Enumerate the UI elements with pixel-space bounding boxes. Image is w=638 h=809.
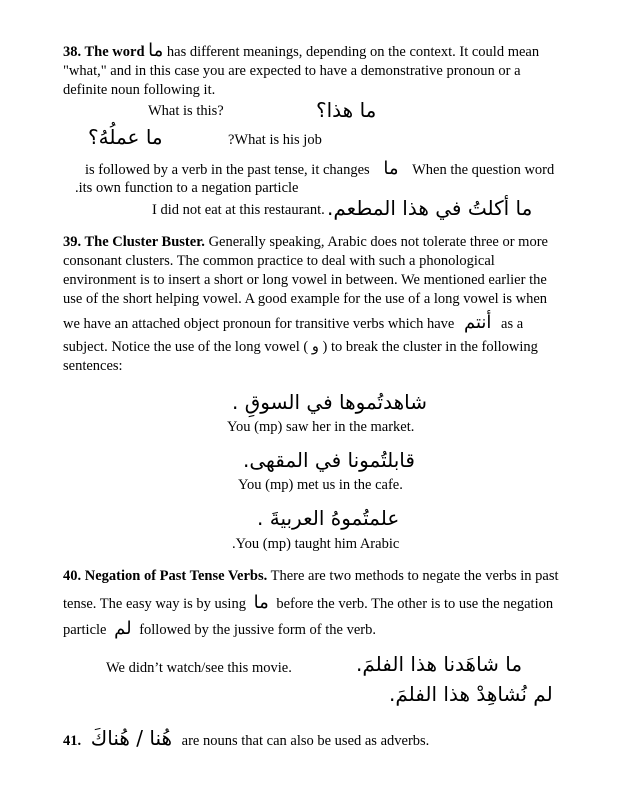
negation-text: When the question word	[412, 162, 555, 178]
section-38-negation-line1	[85, 160, 554, 178]
example-arabic: قابلتُمونا في المقهى.	[243, 448, 415, 472]
section-40-text: before the verb. The other is to use the negation	[276, 596, 554, 612]
arabic-word-lam: لم	[114, 618, 132, 639]
section-40-line1	[63, 569, 559, 584]
section-39-line3: environment is to insert a short or long vowel in between. We mentioned earlier the	[63, 272, 547, 288]
arabic-word-antum: أنتم	[463, 312, 492, 333]
section-39-text: we have an attached object pronoun for transitive verbs which have	[63, 316, 455, 332]
section-38-line1	[63, 42, 539, 60]
example-english: You (mp) met us in the cafe.	[238, 477, 403, 493]
section-41-text: are nouns that can also be used as adverbs.	[181, 733, 430, 749]
section-40-text: followed by the jussive form of the verb.	[139, 622, 376, 638]
arabic-word-ma: ما	[148, 40, 164, 61]
example-english: You (mp) saw her in the market.	[227, 419, 415, 435]
section-40-text: tense. The easy way is by using	[63, 596, 246, 612]
section-39-line5	[63, 314, 523, 332]
section-40-text: particle	[63, 622, 107, 638]
section-39-text: as a	[501, 316, 524, 332]
example-english: .You (mp) taught him Arabic	[232, 536, 400, 552]
section-39-line4: use of the short helping vowel. A good example for the use of a long vowel is when	[63, 291, 548, 307]
example-english: ?What is his job	[228, 132, 322, 148]
section-39-line7: sentences:	[63, 358, 123, 374]
section-38-title: 38. The word	[63, 44, 145, 60]
section-41-number: 41.	[63, 733, 82, 749]
arabic-word-ma: ما	[383, 158, 399, 179]
section-39-line1	[63, 235, 548, 250]
example-arabic: علمتُموهُ العربيةَ .	[257, 506, 400, 530]
section-40-line2	[63, 594, 553, 612]
section-40-line3	[63, 620, 376, 638]
negation-text: is followed by a verb in the past tense, it changes	[85, 162, 370, 178]
section-39-text: Generally speaking, Arabic does not tolerate three or more	[208, 234, 548, 250]
example-english: What is this?	[148, 103, 224, 119]
arabic-word-ma: ما	[253, 592, 269, 613]
example-english: We didn’t watch/see this movie.	[106, 660, 292, 676]
section-39-line6: subject. Notice the use of the long vowel ( و ) to break the cluster in the following	[63, 339, 538, 355]
section-38-line2: "what," and in this case you are expected to have a demonstrative pronoun or a	[63, 63, 521, 79]
example-arabic: شاهدتُموها في السوقِ .	[232, 390, 427, 414]
section-39-line2: consonant clusters. The common practice to deal with such a phonological	[63, 253, 495, 269]
example-arabic: لم نُشاهِدْ هذا الفلمَ.	[389, 682, 553, 706]
section-38-line3: definite noun following it.	[63, 82, 216, 98]
section-38-text: has different meanings, depending on the context. It could mean	[166, 44, 540, 60]
section-40-text: There are two methods to negate the verbs in past	[270, 568, 559, 584]
example-arabic: ما أكلتُ في هذا المطعم.	[327, 196, 533, 220]
section-40-title: 40. Negation of Past Tense Verbs.	[63, 568, 268, 584]
section-38-negation-line2: .its own function to a negation particle	[75, 180, 299, 196]
example-english: I did not eat at this restaurant.	[152, 202, 325, 218]
example-arabic: ما شاهَدنا هذا الفلمَ.	[356, 652, 523, 676]
section-39-title: 39. The Cluster Buster.	[63, 234, 205, 250]
example-arabic: ما عملُهُ؟	[88, 125, 163, 149]
section-41-line1	[63, 728, 429, 749]
example-arabic: ما هذا؟	[316, 98, 377, 122]
arabic-huna-hunaka: هُنا / هُناكَ	[90, 726, 173, 750]
